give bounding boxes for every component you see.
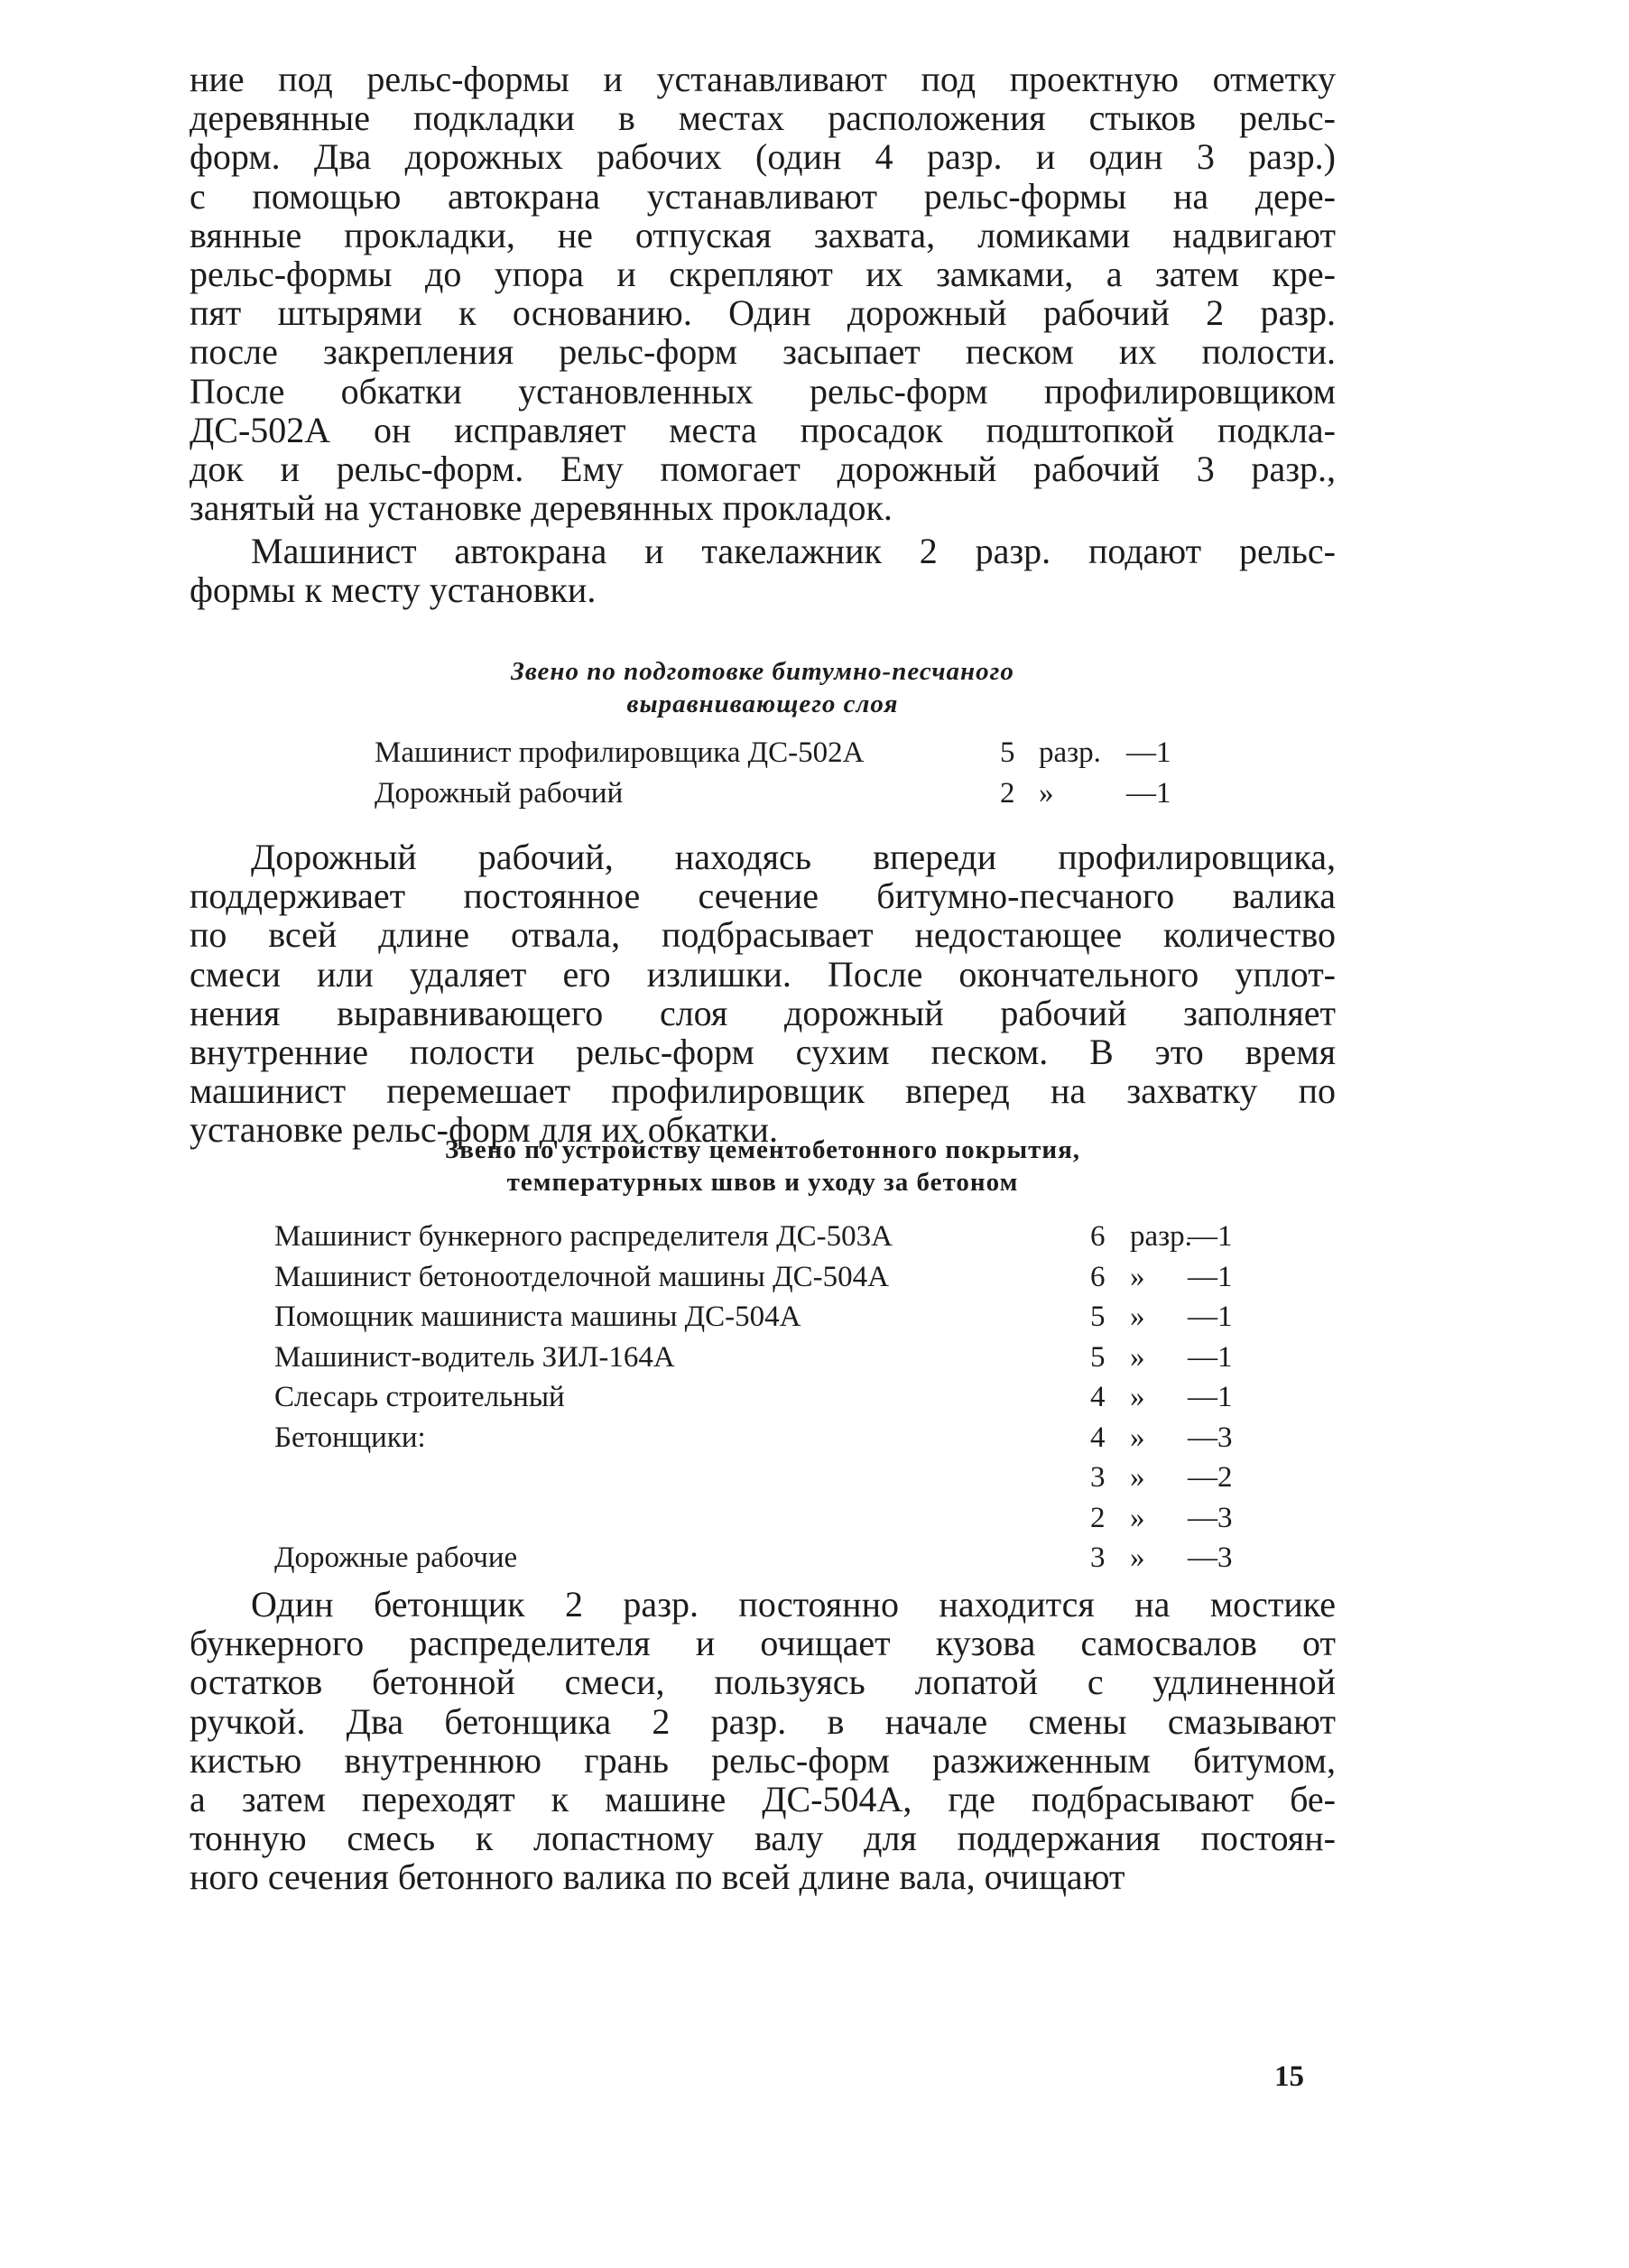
worker-count: —1 <box>1188 1260 1233 1293</box>
role-label: Дорожный рабочий <box>375 776 624 810</box>
heading-line: температурных швов и уходу за бетоном <box>506 1168 1019 1197</box>
text-line: ние под рельс-формы и устанавливают под проектную отметку <box>190 59 1336 99</box>
text-line: ного сечения бетонного валика по всей длине вала, очищают <box>190 1856 1125 1898</box>
heading-line: Звено по устройству цементобетонного покрытия, <box>444 1135 1081 1164</box>
grade-unit: » <box>1130 1501 1145 1534</box>
worker-count: —1 <box>1126 736 1171 769</box>
roster-row <box>274 1338 1285 1378</box>
grade-value: 4 <box>1090 1421 1106 1454</box>
crew-roster-concrete-paving <box>274 1217 1285 1578</box>
text-line: пят штырями к основанию. Один дорожный рабочий 2 разр. <box>190 292 1336 334</box>
role-label: Слесарь строительный <box>274 1381 565 1413</box>
text-line: поддерживает постоянное сечение битумно-песчаного валика <box>190 875 1336 917</box>
worker-count: —1 <box>1188 1220 1233 1253</box>
text-line: Один бетонщик 2 разр. постоянно находится на мостике <box>251 1584 1336 1625</box>
role-label: Машинист бетоноотделочной машины ДС-504А <box>274 1260 889 1293</box>
roster-row <box>274 1297 1285 1338</box>
worker-count: —1 <box>1188 1381 1233 1413</box>
crew-roster-leveling-layer <box>375 733 1171 813</box>
role-label: Машинист бункерного распределителя ДС-503А <box>274 1220 893 1253</box>
grade-value: 6 <box>1090 1220 1106 1253</box>
worker-count: —3 <box>1188 1541 1233 1574</box>
heading-line: выравнивающего слоя <box>626 690 899 718</box>
role-label: Помощник машиниста машины ДС-504А <box>274 1301 801 1333</box>
roster-row <box>274 1377 1285 1418</box>
paragraph-1 <box>190 60 1336 527</box>
worker-count: —1 <box>1126 776 1171 810</box>
text-line: ручкой. Два бетонщика 2 разр. в начале смены смазывают <box>190 1700 1336 1742</box>
text-line: док и рельс-форм. Ему помогает дорожный рабочий 3 разр., <box>190 449 1336 490</box>
grade-value: 3 <box>1090 1541 1106 1574</box>
worker-count: —1 <box>1188 1340 1233 1374</box>
grade-value: 5 <box>1090 1301 1106 1333</box>
text-line: внутренние полости рельс-форм сухим песком. В это время <box>190 1032 1336 1073</box>
grade-unit: » <box>1130 1301 1145 1333</box>
text-line: бункерного распределителя и очищает кузова самосвалов от <box>190 1623 1336 1664</box>
worker-count: —2 <box>1188 1461 1233 1494</box>
grade-unit: » <box>1039 776 1054 810</box>
text-line: после закрепления рельс-форм засыпает песком их полости. <box>190 331 1336 373</box>
role-label: Дорожные рабочие <box>274 1541 518 1574</box>
text-line: вянные прокладки, не отпуская захвата, ломиками надвигают <box>190 214 1336 255</box>
grade-unit: » <box>1130 1340 1145 1374</box>
text-line: остатков бетонной смеси, пользуясь лопатой с удлиненной <box>190 1662 1336 1703</box>
grade-value: 4 <box>1090 1381 1106 1413</box>
section-heading-leveling-layer <box>190 655 1336 720</box>
text-line: кистью внутреннюю грань рельс-форм разжиженным битумом, <box>190 1739 1336 1781</box>
role-label: Машинист профилировщика ДС-502А <box>375 736 865 769</box>
roster-row <box>274 1418 1285 1458</box>
worker-count: —3 <box>1188 1421 1233 1454</box>
paragraph-2 <box>190 532 1336 609</box>
text-line: рельс-формы до упора и скрепляют их замками, а затем кре- <box>190 254 1336 295</box>
grade-value: 5 <box>1000 736 1015 769</box>
text-line: Дорожный рабочий, находясь впереди профилировщика, <box>251 837 1336 877</box>
section-heading-concrete-paving <box>190 1134 1336 1199</box>
role-label: Бетонщики: <box>274 1421 426 1454</box>
role-label: Машинист-водитель ЗИЛ-164А <box>274 1340 675 1374</box>
text-line: по всей длине отвала, подбрасывает недостающее количество <box>190 914 1336 956</box>
text-line: После обкатки установленных рельс-форм профилировщиком <box>190 370 1336 412</box>
roster-row <box>375 773 1171 814</box>
roster-row <box>274 1217 1285 1257</box>
text-line: установке рельс-форм для их обкатки. <box>190 1109 778 1151</box>
grade-value: 2 <box>1000 776 1015 810</box>
grade-unit: разр. <box>1130 1220 1192 1253</box>
grade-unit: » <box>1130 1260 1145 1293</box>
grade-value: 2 <box>1090 1501 1106 1534</box>
text-line: тонную смесь к лопастному валу для поддержания постоян- <box>190 1818 1336 1859</box>
text-line: смеси или удаляет его излишки. После окончательного уплот- <box>190 953 1336 995</box>
worker-count: —1 <box>1188 1301 1233 1333</box>
roster-row <box>274 1458 1285 1498</box>
paragraph-3 <box>190 838 1336 1150</box>
grade-unit: разр. <box>1039 736 1101 769</box>
grade-value: 6 <box>1090 1260 1106 1293</box>
roster-row <box>274 1257 1285 1298</box>
grade-value: 5 <box>1090 1340 1106 1374</box>
roster-row <box>274 1498 1285 1539</box>
text-line: машинист перемешает профилировщик вперед на захватку по <box>190 1070 1336 1112</box>
text-line: формы к месту установки. <box>190 569 597 611</box>
grade-unit: » <box>1130 1541 1145 1574</box>
grade-unit: » <box>1130 1461 1145 1494</box>
text-line: форм. Два дорожных рабочих (один 4 разр. и один 3 разр.) <box>190 136 1336 178</box>
text-line: занятый на установке деревянных прокладок. <box>190 487 893 529</box>
heading-line: Звено по подготовке битумно-песчаного <box>511 657 1014 686</box>
paragraph-4 <box>190 1585 1336 1897</box>
grade-value: 3 <box>1090 1461 1106 1494</box>
text-line: а затем переходят к машине ДС-504А, где подбрасывают бе- <box>190 1779 1336 1820</box>
text-line: Машинист автокрана и такелажник 2 разр. подают рельс- <box>251 531 1336 571</box>
grade-unit: » <box>1130 1381 1145 1413</box>
text-line: деревянные подкладки в местах расположения стыков рельс- <box>190 97 1336 139</box>
text-line: ДС-502А он исправляет места просадок подштопкой подкла- <box>190 409 1336 450</box>
grade-unit: » <box>1130 1421 1145 1454</box>
text-line: нения выравнивающего слоя дорожный рабочий заполняет <box>190 992 1336 1033</box>
worker-count: —3 <box>1188 1501 1233 1534</box>
text-line: с помощью автокрана устанавливают рельс-формы на дере- <box>190 175 1336 217</box>
roster-row <box>375 733 1171 773</box>
page-number: 15 <box>1274 2060 1304 2093</box>
roster-row <box>274 1538 1285 1578</box>
